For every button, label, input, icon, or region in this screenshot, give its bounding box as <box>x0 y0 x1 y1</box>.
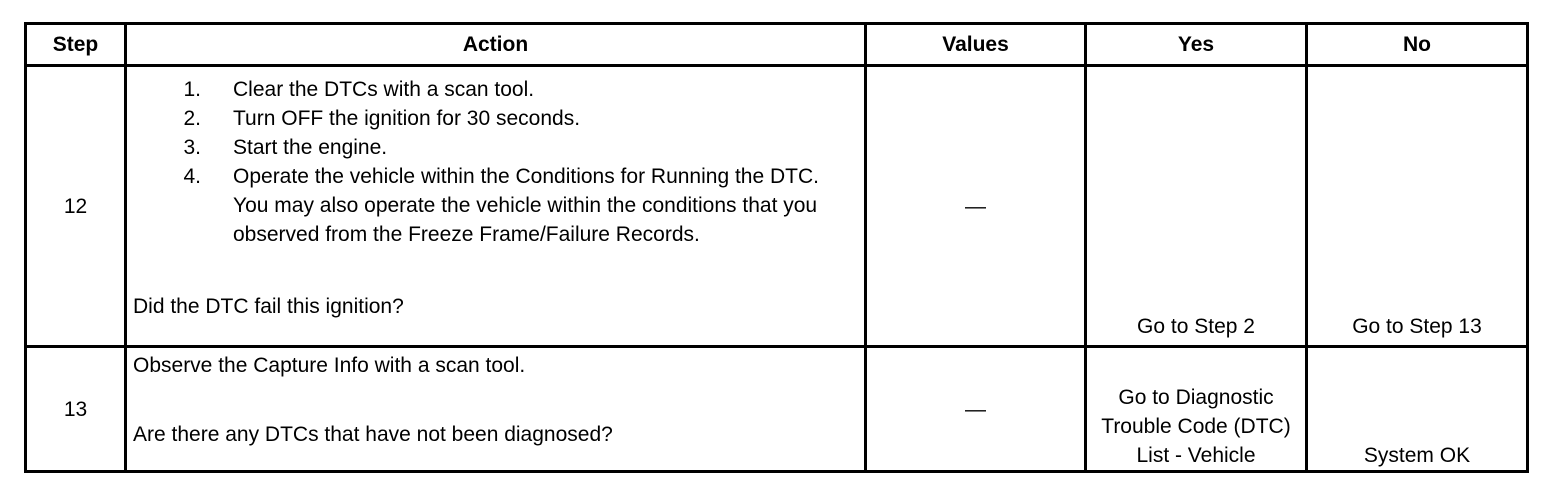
list-item <box>133 75 858 104</box>
step-item-text: Start the engine. <box>233 136 388 159</box>
table-row <box>26 66 1528 347</box>
yes-cell: Go to Diagnostic Trouble Code (DTC) List - Vehicle <box>1086 347 1307 472</box>
step-item-text: Clear the DTCs with a scan tool. <box>233 78 535 101</box>
step-item-number: 1. <box>183 78 201 101</box>
diagnostic-table-wrapper <box>24 22 1529 473</box>
header-no: No <box>1307 24 1528 66</box>
yes-cell: Go to Step 2 <box>1086 66 1307 347</box>
list-item <box>133 104 858 133</box>
header-action: Action <box>126 24 866 66</box>
step-item-number: 3. <box>183 136 201 159</box>
step-number: 12 <box>26 66 126 347</box>
action-question: Did the DTC fail this ignition? <box>133 295 404 318</box>
action-steps-list <box>133 67 858 249</box>
step-item-text: Turn OFF the ignition for 30 seconds. <box>233 107 581 130</box>
action-cell <box>126 66 866 347</box>
values-cell: — <box>866 347 1086 472</box>
header-values: Values <box>866 24 1086 66</box>
step-item-number: 2. <box>183 107 201 130</box>
header-step: Step <box>26 24 126 66</box>
step-number: 13 <box>26 347 126 472</box>
header-yes: Yes <box>1086 24 1307 66</box>
no-cell: Go to Step 13 <box>1307 66 1528 347</box>
step-item-text: Operate the vehicle within the Conditions for Running the DTC. You may also operate the vehicle within the conditions that you observed from the Freeze Frame/Failure Records. <box>233 165 819 246</box>
values-cell: — <box>866 66 1086 347</box>
table-row <box>26 347 1528 472</box>
no-cell: System OK <box>1307 347 1528 472</box>
step-item-number: 4. <box>183 165 201 188</box>
table-header-row <box>26 24 1528 66</box>
action-instruction: Observe the Capture Info with a scan tool. <box>133 354 526 377</box>
action-question: Are there any DTCs that have not been diagnosed? <box>133 423 613 446</box>
list-item <box>133 162 858 249</box>
action-cell <box>126 347 866 472</box>
list-item <box>133 133 858 162</box>
diagnostic-table <box>24 22 1529 473</box>
